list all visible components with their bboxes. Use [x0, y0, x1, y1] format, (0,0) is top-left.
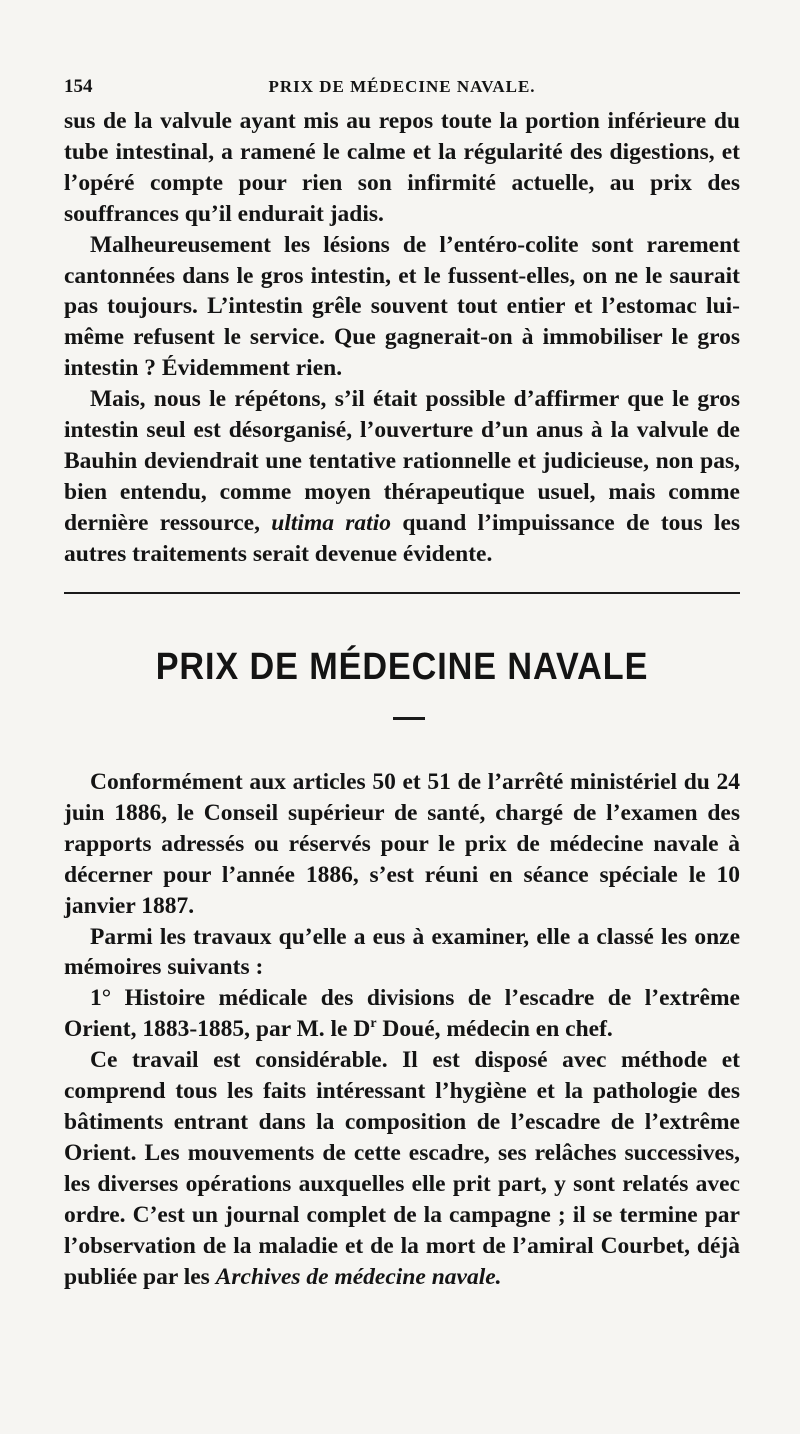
paragraph: Conformément aux articles 50 et 51 de l’arrêté ministériel du 24 juin 1886, le Conseil supérieur de santé, chargé de l’examen des rapports adressés ou réservés pour le prix de médecine navale à décerner pour l’année 1886, s’est réuni en séance spéciale le 10 janvier 1887. [64, 769, 740, 919]
paragraph-text: Ce travail est considérable. Il est disposé avec méthode et comprend tous les faits intéressant l’hygiène et la pathologie des bâtiments entrant dans la composition de l’escadre de l’extrême Orient. Les mouvements de cette escadre, ses relâches successives, les diverses opérations auxquelles elle prit part, y sont relatés avec ordre. C’est un journal complet de la campagne ; il se termine par l’observation de la maladie et de la mort de l’amiral Courbet, déjà publiée par les [64, 1047, 740, 1290]
paragraph-text: quand l’impuissance de tous les autres traitements serait devenue évidente. [64, 509, 741, 567]
top-text-block [64, 106, 740, 570]
paragraph: Parmi les travaux qu’elle a eus à examiner, elle a classé les onze mémoires suivants : [64, 923, 740, 981]
list-item [64, 983, 740, 1045]
paragraph [64, 384, 740, 569]
italic-title: Archives de médecine navale. [215, 1263, 502, 1290]
superscript: r [370, 1016, 377, 1032]
item-text: 1° Histoire médicale des divisions de l’escadre de l’extrême Orient, 1883-1885, par M. le D [64, 985, 740, 1043]
page-number: 154 [64, 76, 93, 97]
title-underline [393, 717, 425, 720]
italic-phrase: ultima ratio [271, 509, 391, 536]
paragraph-text: Mais, nous le répétons, s’il était possible d’affirmer que le gros intestin seul est désorganisé, l’ouverture d’un anus à la valvule de Bauhin deviendrait une tentative rationnelle et judicieuse, non pas, bien entendu, comme moyen thérapeutique usuel, mais comme dernière ressource, [64, 386, 740, 536]
section-title: PRIX DE MÉDECINE NAVALE [155, 646, 649, 688]
running-title: PRIX DE MÉDECINE NAVALE. [268, 77, 536, 96]
section-divider [64, 592, 740, 594]
page-header [64, 70, 740, 104]
item-text: Doué, médecin en chef. [382, 1016, 613, 1043]
paragraph: sus de la valvule ayant mis au repos toute la portion inférieure du tube intestinal, a ramené le calme et la régularité des digestions, et l’opéré compte pour rien son infirmité actuelle, au prix des souffrances qu’il endurait jadis. [64, 108, 740, 227]
paragraph: Malheureusement les lésions de l’entéro-colite sont rarement cantonnées dans le gros intestin, et le fussent-elles, on ne le saurait pas toujours. L’intestin grêle souvent tout entier et l’estomac lui-même refusent le service. Que gagnerait-on à immobiliser le gros intestin ? Évidemment rien. [64, 231, 740, 382]
section-text-block [64, 767, 740, 1292]
paragraph [64, 1045, 740, 1292]
